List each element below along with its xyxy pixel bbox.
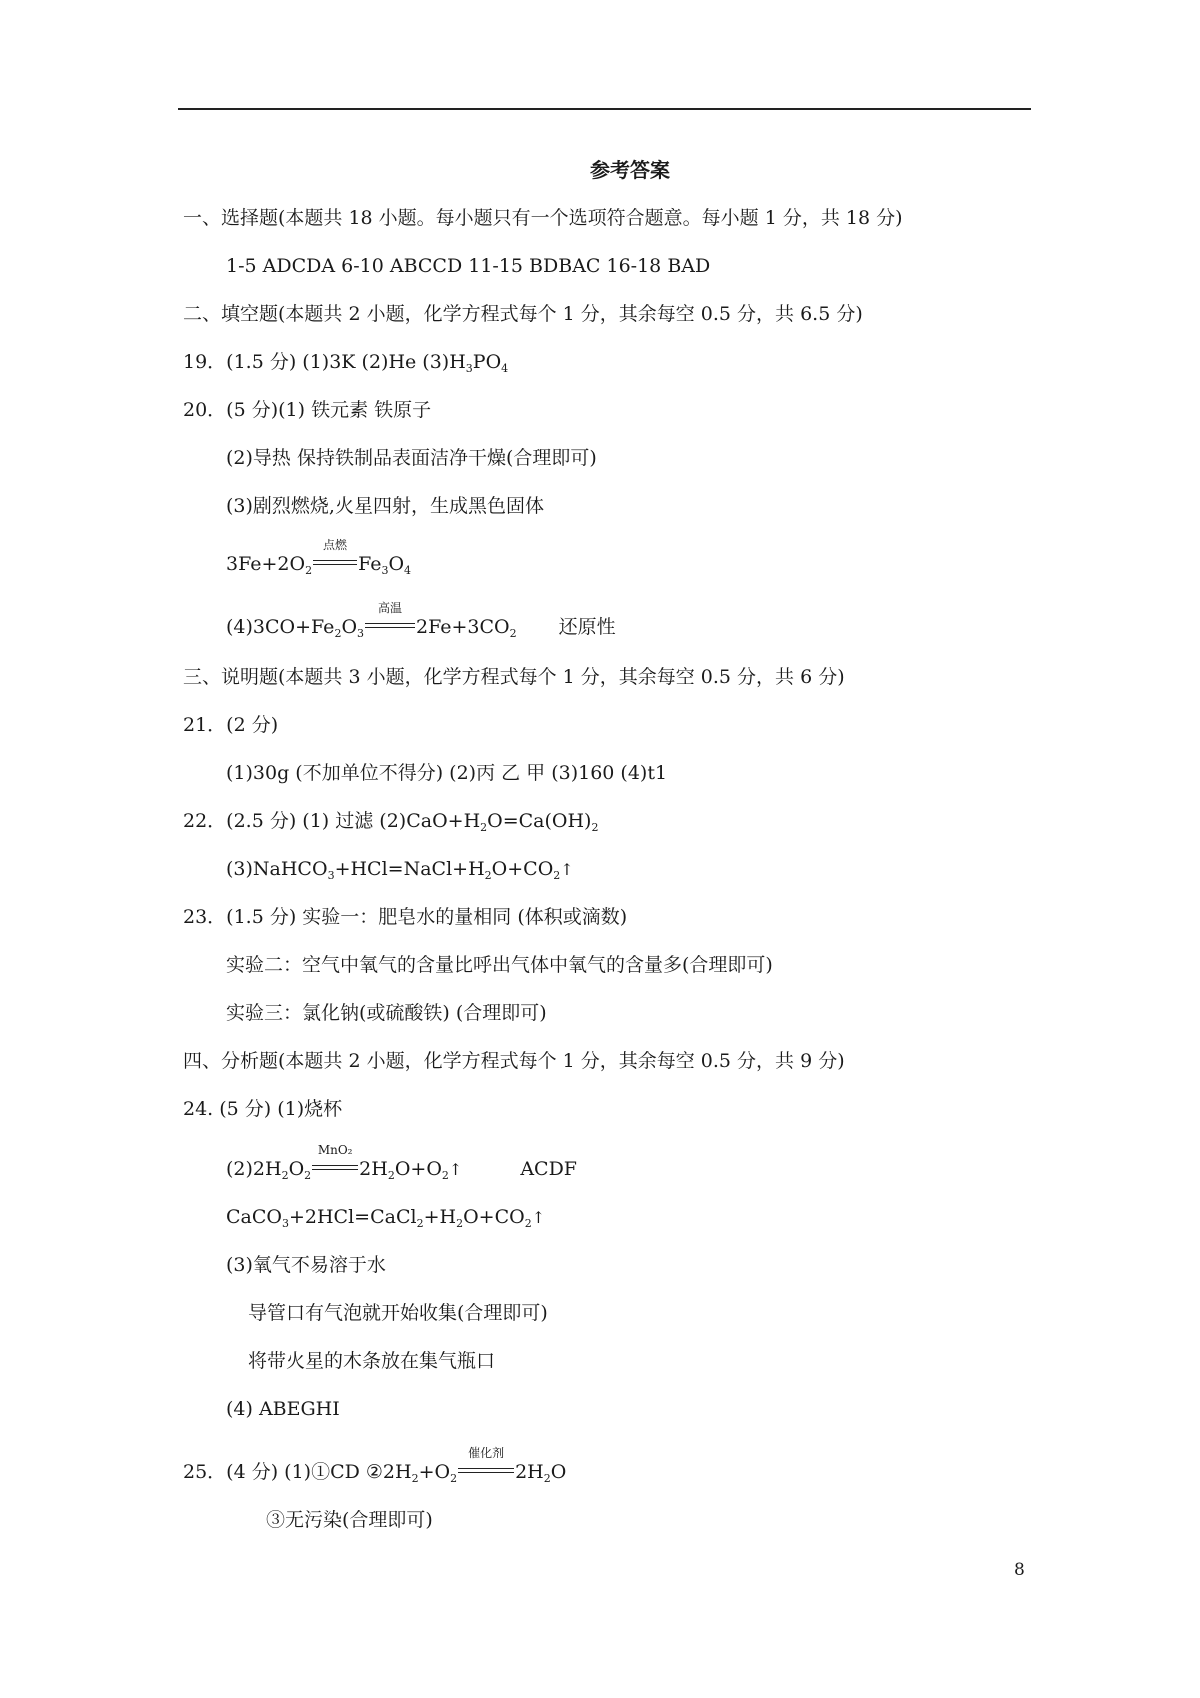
reaction-arrow: MnO₂ bbox=[312, 1157, 358, 1181]
page-title: 参考答案 bbox=[590, 158, 670, 182]
q20-line3: (3)剧烈燃烧,火星四射，生成黑色固体 bbox=[226, 495, 544, 517]
q20-equation1: $3Fe+2O_2$ 点燃 $Fe_3O_4$ bbox=[226, 538, 412, 577]
page-number: 8 bbox=[1014, 1560, 1025, 1580]
section3-heading: 三、说明题(本题共 3 小题，化学方程式每个 1 分，其余每空 0.5 分，共 6 分) bbox=[183, 666, 845, 688]
q20-line2: (2)导热 保持铁制品表面洁净干燥(合理即可) bbox=[226, 447, 597, 469]
q24-line5: 将带火星的木条放在集气瓶口 bbox=[248, 1350, 496, 1372]
q19-line: 19．(1.5 分) (1)3K (2)He $(3)H_3PO_4$ bbox=[183, 351, 509, 375]
q25-line1: 25．(4 分) (1)①CD $②2H_2+O_2$ 催化剂 $2H_2O$ bbox=[183, 1446, 567, 1485]
header-rule bbox=[178, 108, 1031, 110]
q24-equation2: $CaCO_3+2HCl=CaCl_2+H_2O+CO_2↑$ bbox=[226, 1206, 546, 1230]
q22-line1: 22．(2.5 分) (1) 过滤 $(2)CaO+H_2O=Ca(OH)_2$ bbox=[183, 810, 599, 834]
q24-line4: 导管口有气泡就开始收集(合理即可) bbox=[248, 1302, 548, 1324]
reaction-arrow: 高温 bbox=[365, 615, 415, 639]
reaction-arrow: 催化剂 bbox=[458, 1460, 514, 1484]
section4-heading: 四、分析题(本题共 2 小题，化学方程式每个 1 分，其余每空 0.5 分，共 9 分) bbox=[183, 1050, 845, 1072]
q23-line2: 实验二：空气中氧气的含量比呼出气体中氧气的含量多(合理即可) bbox=[226, 954, 773, 976]
reaction-arrow: 点燃 bbox=[313, 552, 357, 576]
q22-line2: $(3)NaHCO_3+HCl=NaCl+H_2O+CO_2↑$ bbox=[226, 858, 574, 882]
section2-heading: 二、填空题(本题共 2 小题，化学方程式每个 1 分，其余每空 0.5 分，共 6.5 分) bbox=[183, 303, 863, 325]
q24-line3: (3)氧气不易溶于水 bbox=[226, 1254, 386, 1276]
q24-line6: (4) ABEGHI bbox=[226, 1398, 340, 1420]
q20-line1: 20．(5 分)(1) 铁元素 铁原子 bbox=[183, 399, 432, 421]
q25-line2: ③无污染(合理即可) bbox=[266, 1509, 433, 1531]
section1-heading: 一、选择题(本题共 18 小题。每小题只有一个选项符合题意。每小题 1 分，共 18 分) bbox=[183, 207, 903, 229]
q20-equation2: $(4)3CO+Fe_2O_3$ 高温 $2Fe+3CO_2$ 还原性 bbox=[226, 601, 616, 640]
section1-answers: 1-5 ADCDA 6-10 ABCCD 11-15 BDBAC 16-18 BAD bbox=[226, 255, 711, 277]
q21-line: (1)30g (不加单位不得分) (2)丙 乙 甲 (3)160 (4)t1 bbox=[226, 762, 668, 784]
q23-line1: 23．(1.5 分) 实验一：肥皂水的量相同 (体积或滴数) bbox=[183, 906, 628, 928]
q21-heading: 21．(2 分) bbox=[183, 714, 279, 736]
q24-line1: 24. (5 分) (1)烧杯 bbox=[183, 1098, 343, 1120]
q23-line3: 实验三：氯化钠(或硫酸铁) (合理即可) bbox=[226, 1002, 547, 1024]
q24-equation1: $(2)2H_2O_2$ MnO₂ $2H_2O+O_2↑$ ACDF bbox=[226, 1143, 577, 1182]
